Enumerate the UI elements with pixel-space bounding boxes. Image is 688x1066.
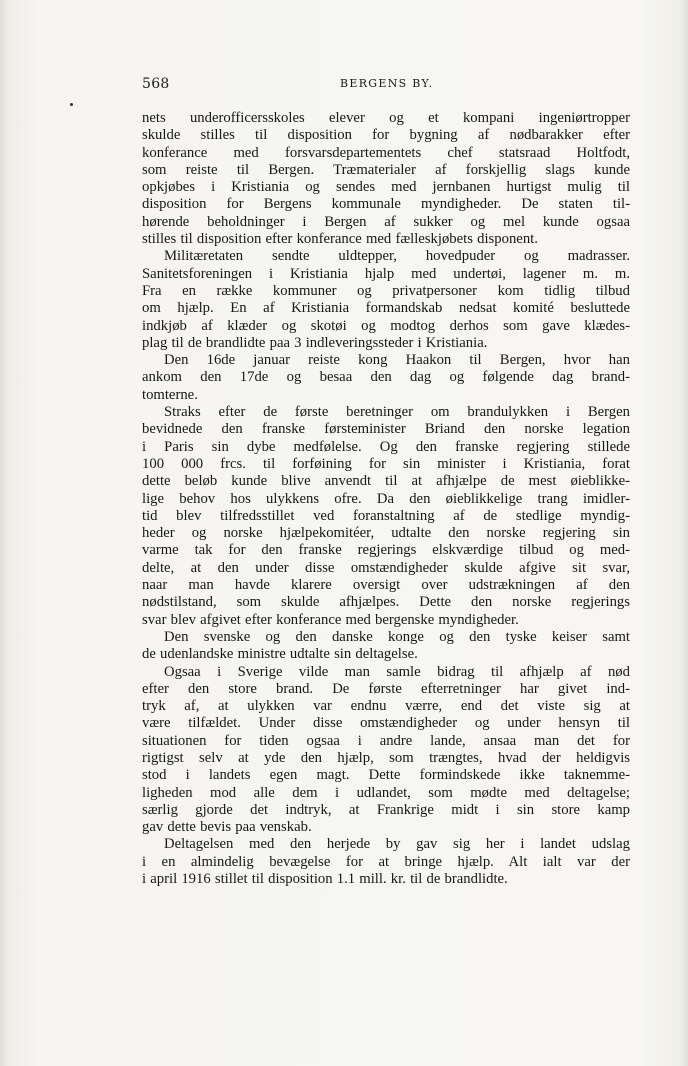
page-number: 568 [142, 76, 170, 92]
text-line: hørende beholdninger i Bergen af sukker og mel kunde ogsaa [142, 213, 630, 230]
text-line: rigtigst selv at yde den hjælp, som trængtes, hvad der heldigvis [142, 749, 630, 766]
text-line: i april 1916 stillet til disposition 1.1 mill. kr. til de brandlidte. [142, 871, 508, 888]
text-line: de udenlandske ministre udtalte sin deltagelse. [142, 646, 418, 663]
text-line: ligheden mod alle dem i udlandet, som mødte med deltagelse; [142, 784, 630, 801]
text-line: indkjøb af klæder og skotøi og modtog derhos som gave klædes- [142, 317, 630, 334]
text-line: Sanitetsforeningen i Kristiania hjalp med undertøi, lagener m. m. [142, 265, 630, 282]
margin-dot-mark [70, 103, 73, 106]
text-line: tomterne. [142, 386, 198, 403]
text-line: være tilfældet. Under disse omstændigheder og under hensyn til [142, 715, 630, 732]
text-line: efter den store brand. De første efterretninger har givet ind- [142, 680, 630, 697]
text-line: delte, at den under disse omstændigheder skulde afgive sit svar, [142, 559, 630, 576]
text-line: opkjøbes i Kristiania og sendes med jernbanen hurtigst mulig til [142, 179, 630, 196]
text-line: bevidnede den franske førsteminister Briand den norske legation [142, 421, 630, 438]
text-line: skulde stilles til disposition for bygning af nødbarakker efter [142, 127, 630, 144]
text-line: Militæretaten sendte uldtepper, hovedpuder og madrasser. [164, 248, 630, 265]
text-line: Fra en række kommuner og privatpersoner kom tidlig tilbud [142, 282, 630, 299]
text-line: nets underofficersskoles elever og et kompani ingeniørtropper [142, 110, 630, 126]
text-line: lige behov hos ulykkens ofre. Da den øieblikkelige trang imidler- [142, 490, 630, 507]
page-left-edge-shadow [0, 0, 8, 1066]
page-header [142, 76, 630, 96]
text-line: Straks efter de første beretninger om brandulykken i Bergen [164, 404, 630, 421]
text-line: dette beløb kunde blive anvendt til at afhjælpe de mest øieblikke- [142, 473, 630, 490]
text-line: svar blev afgivet efter konferance med bergenske myndigheder. [142, 611, 519, 628]
text-line: konferance med forsvarsdepartementets chef statsraad Holtfodt, [142, 144, 630, 161]
text-line: om hjælp. En af Kristiania formandskab nedsat komité besluttede [142, 300, 630, 317]
text-line: gav dette bevis paa venskab. [142, 819, 312, 836]
text-line: naar man havde klarere oversigt over udstrækningen af den [142, 577, 630, 594]
text-line: ankom den 17de og besaa den dag og følgende dag brand- [142, 369, 630, 386]
text-line: varme tak for den franske regjerings elskværdige tilbud og med- [142, 542, 630, 559]
running-head: BERGENS BY. [340, 77, 434, 90]
text-line: i Paris sin dybe medfølelse. Og den franske regjering stillede [142, 438, 630, 455]
text-line: Den 16de januar reiste kong Haakon til Bergen, hvor han [164, 352, 630, 369]
text-line: tryk af, at ulykken var endnu værre, end det viste sig at [142, 698, 630, 715]
text-line: stilles til disposition efter konferance med fælleskjøbets disponent. [142, 231, 538, 248]
text-line: Deltagelsen med den herjede by gav sig her i landet udslag [164, 836, 630, 853]
body-text [142, 110, 630, 888]
text-line: tid blev tilfredsstillet ved foranstaltning af de stedlige myndig- [142, 507, 630, 524]
text-line: plag til de brandlidte paa 3 indleveringssteder i Kristiania. [142, 334, 488, 351]
text-line: som reiste til Bergen. Træmaterialer af forskjellig slags kunde [142, 161, 630, 178]
page-right-edge-shadow [680, 0, 688, 1066]
text-line: heder og norske hjælpekomitéer, udtalte den norske regjering sin [142, 525, 630, 542]
text-line: nødstilstand, som skulde afhjælpes. Dette den norske regjerings [142, 594, 630, 611]
text-line: Ogsaa i Sverige vilde man samle bidrag til afhjælp af nød [164, 663, 630, 680]
text-line: disposition for Bergens kommunale myndigheder. De staten til- [142, 196, 630, 213]
text-line: Den svenske og den danske konge og den tyske keiser samt [164, 628, 630, 645]
text-line: stod i landets egen magt. Dette formindskede ikke taknemme- [142, 767, 630, 784]
text-line: 100 000 frcs. til forføining for sin minister i Kristiania, forat [142, 455, 630, 472]
text-line: særlig gjorde det indtryk, at Frankrige midt i sin store kamp [142, 801, 630, 818]
text-line: situationen for tiden ogsaa i andre lande, ansaa man det for [142, 732, 630, 749]
text-line: i en almindelig bevægelse for at bringe hjælp. Alt ialt var der [142, 853, 630, 870]
